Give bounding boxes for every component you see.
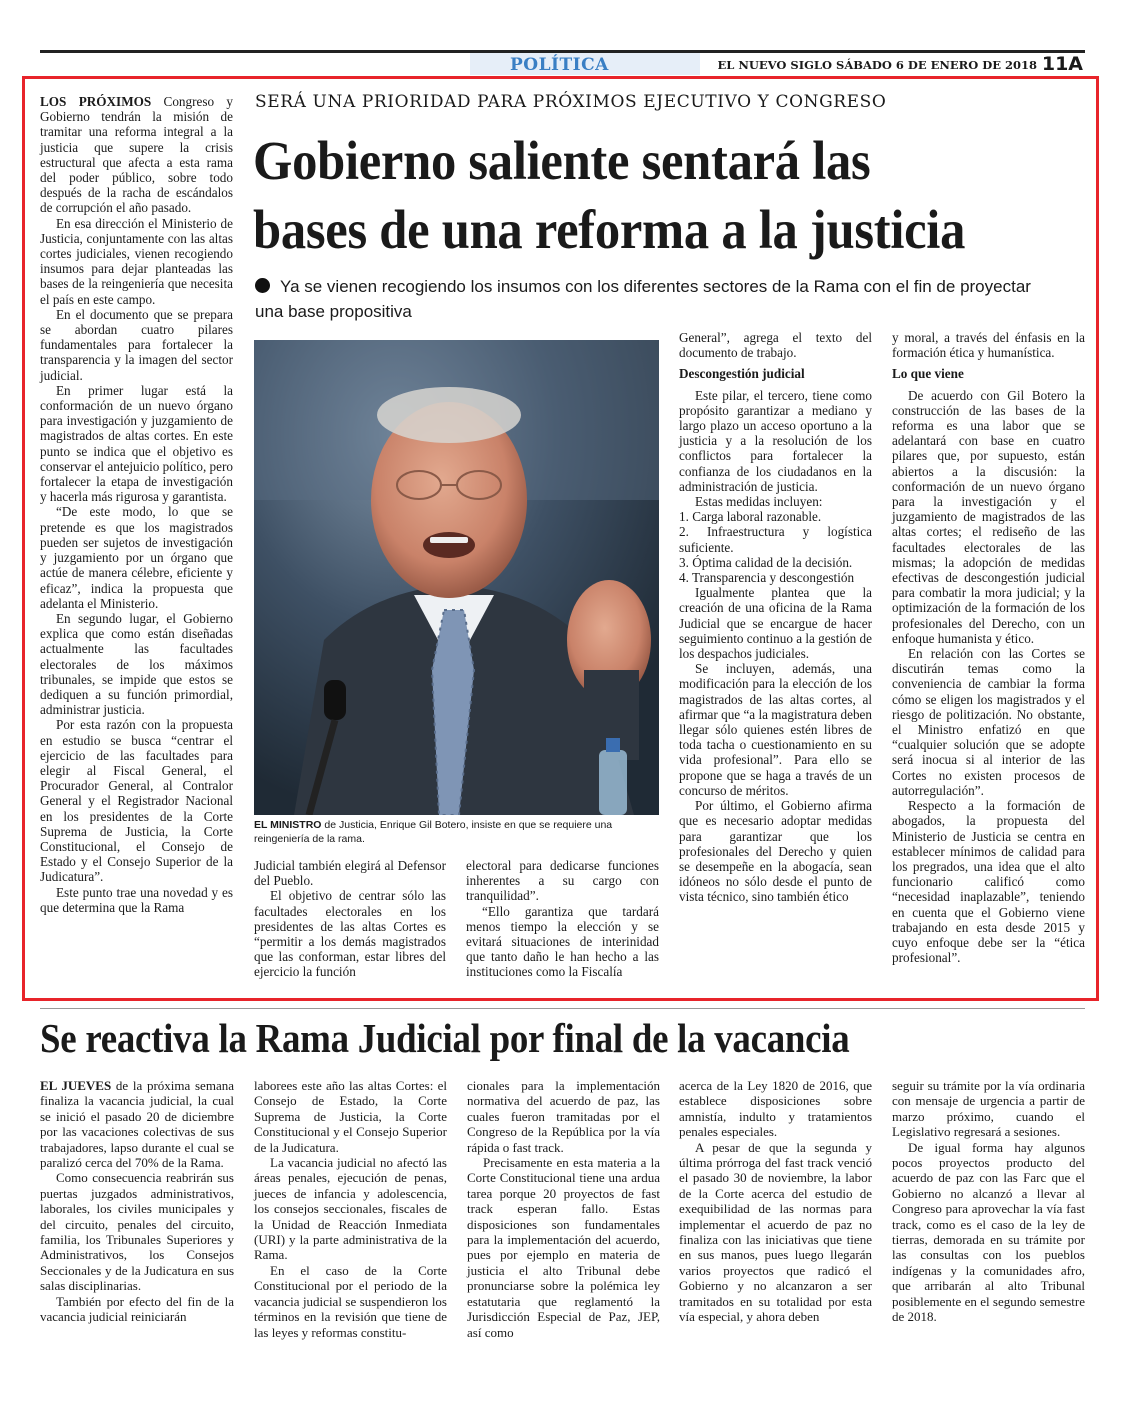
paragraph: Respecto a la formación de abogados, la propuesta del Ministerio de Justicia se centra en establecer mínimos de calidad para los pregrados, una idea que el alto funcionario calificó como “necesidad inaplazable”, teniendo en cuenta que el Gobierno viene trabajando en esta desde 2015 y cuyo enfoque debe ser la “ética profesional”. [892,798,1085,966]
paragraph: Judicial también elegirá al Defensor del Pueblo. [254,858,446,889]
paragraph: Por último, el Gobierno afirma que es necesario adoptar medidas para garantizar que los profesionales del Derecho y quien se desempeñe en la abogacía, sean idóneos no sólo desde el punto de vista técnico, sino también ético [679,798,872,905]
article-photo [254,340,659,815]
lead-in: LOS PRÓXIMOS [40,94,152,109]
paragraph: En el caso de la Corte Constitucional por el periodo de la vacancia judicial se suspendieron los términos en la revisión que tiene de las leyes y reformas constitu- [254,1262,447,1340]
paragraph: Este pilar, el tercero, tiene como propósito garantizar a mediano y largo plazo un acceso oportuno a la justicia y a la resolución de los conflictos para fortalecer la confianza de los ciudadanos en la administración de justicia. [679,387,872,494]
article-column-3 [466,858,659,980]
subhead-text: Ya se vienen recogiendo los insumos con los diferentes sectores de la Rama con el fin de proyectar una base propositiva [255,277,1031,321]
lead-text: de la próxima semana finaliza la vacancia judicial, la cual se inició el pasado 20 de diciembre por las vacaciones colectivas de sus trabajadores, lapso durante el cual se paralizó cerca del 70% de la Rama. [40,1078,234,1171]
headline-line-2: bases de una reforma a la justicia [253,199,966,260]
article-kicker: SERÁ UNA PRIORIDAD PARA PRÓXIMOS EJECUTIVO Y CONGRESO [255,92,887,112]
paragraph: El objetivo de centrar sólo las facultades electorales en los presidentes de las altas Cortes es “permitir a los demás magistrados que las conforman, estar libres del ejercicio la función [254,888,446,980]
paragraph: Por esta razón con la propuesta en estudio se busca “centrar el ejercicio de las facultades para elegir al Fiscal General, el Procurador General, al Contralor General y el Registrador Nacional en los presidentes de la Corte Suprema de Justicia, la Corte Constitucional, el Consejo de Estado y el Consejo Superior de la Judicatura”. [40,717,233,885]
article-2-column-1 [40,1078,234,1325]
subheading: Lo que viene [892,366,964,382]
bullet-icon [255,278,270,293]
article-column-5 [892,330,1085,965]
page-header [40,50,1085,78]
paragraph: En el documento que se prepara se abordan cuatro pilares fundamentales para fortalecer la transparencia y la imagen del sector judicial. [40,306,233,383]
list-item: 2. Infraestructura y logística suficiente. [679,524,872,555]
paragraph: electoral para dedicarse funciones inherentes a su cargo con tranquilidad”. [466,858,659,904]
article-column-2 [254,858,446,980]
lead-in: EL JUEVES [40,1078,112,1093]
paragraph: “De este modo, lo que se pretende es que los magistrados pueden ser sujetos de investigación y juzgamiento por un órgano que actúe de manera célebre, eficiente y eficaz”, indica la propuesta que adelanta el Ministerio. [40,504,233,611]
paragraph [40,1078,234,1170]
paragraph: En segundo lugar, el Gobierno explica que como están diseñadas actualmente las facultades electorales de los máximos tribunales, se impide que estos se dediquen a su función primordial, administrar justicia. [40,610,233,718]
article-column-1 [40,94,233,915]
paragraph: Se incluyen, además, una modificación para la elección de los magistrados de las altas cortes, al afirmar que “a la magistratura deben llegar sólo quienes estén libres de toda tacha o cuestionamiento en su vida profesional”. Para ello se propone que se haga a través de un concurso de méritos. [679,661,872,798]
paragraph [40,94,233,216]
page-number: 11A [1041,53,1083,75]
article-2-headline: Se reactiva la Rama Judicial por final de la vacancia [40,1015,850,1061]
paragraph: cionales para la implementación normativa del acuerdo de paz, las cuales fueron tramitadas por el Congreso de la República por la vía rápida o fast track. [467,1078,660,1155]
paragraph: y moral, a través del énfasis en la formación ética y humanística. [892,330,1085,361]
paragraph: Estas medidas incluyen: [695,494,823,510]
article-divider [40,1008,1085,1009]
article-subhead [255,274,1055,324]
paragraph: Igualmente plantea que la creación de una oficina de la Rama Judicial que se encargue de hacer seguimiento continuo a la gestión de los despachos judiciales. [679,585,873,662]
paragraph: laborees este año las altas Cortes: el Consejo de Estado, la Corte Suprema de Justicia, la Corte Constitucional y el Consejo Superior de la Judicatura. [254,1078,447,1155]
list-item: 3. Óptima calidad de la decisión. [679,554,853,570]
paragraph: General”, agrega el texto del documento de trabajo. [679,330,872,361]
paragraph: En primer lugar está la conformación de un nuevo órgano para investigación y juzgamiento de magistrados de altas cortes. En este punto se indica que el objetivo es conservar el antejuicio político, pero fortalecer la etapa de investigación y hacerla más rigurosa y garantista. [40,382,233,505]
article-2-column-3 [467,1078,660,1340]
minister-photo-illustration [254,340,659,815]
paragraph: Este punto trae una novedad y es que determina que la Rama [40,884,233,915]
paragraph: A pesar de que la segunda y última prórroga del fast track venció el pasado 30 de noviembre, la labor de la Corte acerca del estudio de exequibilidad de las normas para implementar el acuerdo de paz no finaliza con las iniciativas que tiene en sus manos, pues luego llegarán varios proyectos que radicó el Gobierno y no alcanzaron a ser tramitados en su totalidad por esta vía especial, y ahora deben [679,1139,872,1325]
paragraph: acerca de la Ley 1820 de 2016, que establece disposiciones sobre amnistía, indulto y tratamientos penales especiales. [679,1078,872,1140]
paragraph: De acuerdo con Gil Botero la construcción de las bases de la reforma es una labor que se adelantará con base en cuatro pilares que, por supuesto, están abiertos a la discusión: la conformación de un nuevo órgano para la investigación y el juzgamiento de magistrados de las altas cortes; el rediseño de las facultades electorales de las mismas; la adopción de medidas efectivas de descongestión judicial para combatir la mora judicial; y la optimización de la formación de los profesionales del Derecho, con un enfoque humanista y ético. [892,387,1085,646]
paragraph: En esa dirección el Ministerio de Justicia, conjuntamente con las altas cortes judiciales, vienen recogiendo insumos para dejar planteadas las bases de la reingeniería que necesita el país en este campo. [40,215,233,307]
article-2-column-4 [679,1078,872,1325]
paragraph: Como consecuencia reabrirán sus puertas juzgados administrativos, laborales, los civiles municipales y del circuito, penales del circuito, familia, los Tribunales Superiores y Administrativos, los Consejos Seccionales y de la Judicatura en sus salas disciplinarias. [40,1170,234,1294]
issue-date: EL NUEVO SIGLO SÁBADO 6 DE ENERO DE 2018 [717,58,1037,72]
paragraph: La vacancia judicial no afectó las áreas penales, ejecución de penas, jueces de infancia y adolescencia, los consejos seccionales, fiscales de la Unidad de Reacción Inmediata (URI) y la parte administrativa de la Rama. [254,1155,447,1263]
caption-text: de Justicia, Enrique Gil Botero, insiste en que se requiere una reingeniería de la rama. [254,819,613,845]
headline-line-1: Gobierno saliente sentará las [253,130,871,191]
caption-lead: EL MINISTRO [254,819,322,831]
paragraph: “Ello garantiza que tardará menos tiempo la elección y se evitará situaciones de interinidad que tanto daño le han hecho a las instituciones como la Fiscalía [466,903,659,980]
section-name: POLÍTICA [510,55,609,75]
paragraph: También por efecto del fin de la vacancia judicial reiniciarán [40,1293,234,1325]
paragraph: Precisamente en esta materia a la Corte Constitucional tiene una ardua tarea porque 20 proyectos de fast track esperan fallo. Estas disposiciones son fundamentales para la implementación del acuerdo, pues por ejemplo en materia de justicia el alto Tribunal debe pronunciarse sobre la polémica ley estatutaria que reglamentó la Jurisdicción Especial de Paz, JEP, así como [467,1155,660,1340]
list-item: 4. Transparencia y descongestión [679,570,855,586]
paragraph: De igual forma hay algunos pocos proyectos producto del acuerdo de paz con las Farc que el Gobierno no alcanzó a llevar al Congreso para aprovechar la vía fast track, como es el caso de la ley de tierras, demorada en su trámite por las consultas con los pueblos indígenas y la comunidades afro, que arribarán al alto Tribunal posiblemente en el segundo semestre de 2018. [892,1139,1085,1325]
article-column-4 [679,330,872,905]
article-2-column-2 [254,1078,447,1340]
list-item: 1. Carga laboral razonable. [679,509,822,525]
lead-text: Congreso y Gobierno tendrán la misión de tramitar una reforma integral a la justicia que supere la crisis estructural que afecta a esta rama del poder público, sobre todo después de la racha de escándalos de corrupción el año pasado. [40,94,233,216]
article-2-column-5 [892,1078,1085,1325]
paragraph: seguir su trámite por la vía ordinaria con mensaje de urgencia a partir de marzo próximo, cuando el Legislativo regresará a sesiones. [892,1078,1085,1140]
paragraph: En relación con las Cortes se discutirán temas como la conveniencia de cambiar la forma cómo se eligen los magistrados y el riesgo de politización. No obstante, el Ministro enfatizó en que “cualquier solución que se adopte será inocua si al interior de las Cortes no existen procesos de autorregulación”. [892,646,1085,798]
subheading: Descongestión judicial [679,366,805,382]
article-headline [253,126,1026,264]
photo-caption [254,818,659,846]
